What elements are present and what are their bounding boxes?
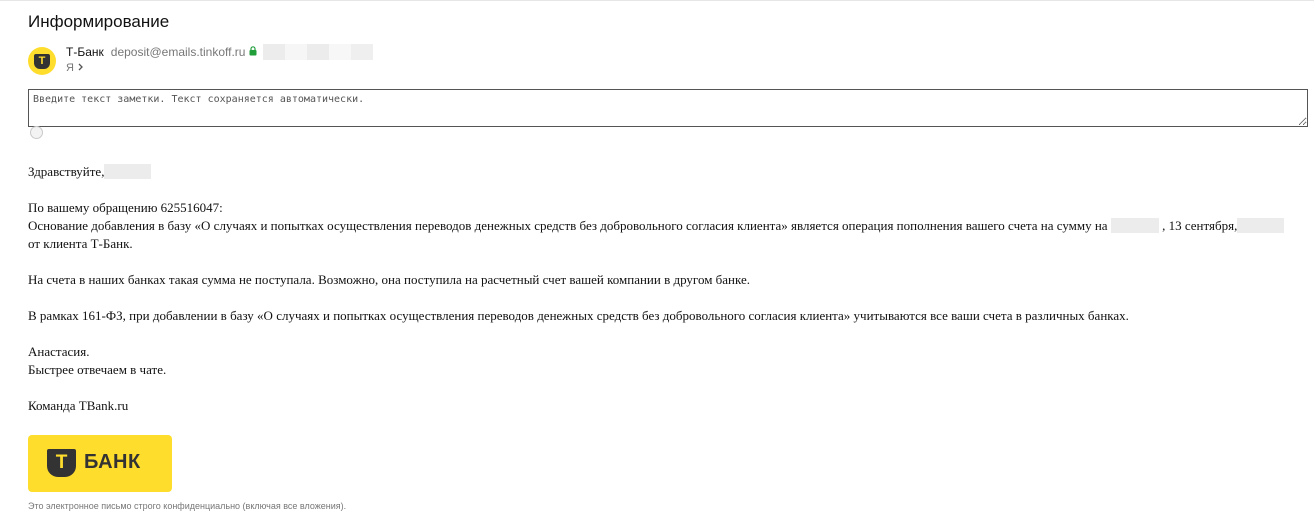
redacted-recipient-address xyxy=(263,44,373,60)
email-subject: Информирование xyxy=(28,12,170,31)
email-body xyxy=(28,163,1298,433)
signoff-name: Анастасия. xyxy=(28,344,90,359)
redacted-time xyxy=(1237,218,1284,233)
paragraph-161fz: В рамках 161-ФЗ, при добавлении в базу «О случаях и попытках осуществления переводов денежных средств без добровольного согласия клиента» учитываются все ваши счета в различных банках. xyxy=(28,308,1129,323)
sender-email[interactable]: deposit@emails.tinkoff.ru xyxy=(110,45,246,59)
confidentiality-footer: Это электронное письмо строго конфиденциально (включая все вложения). xyxy=(28,501,347,511)
basis-text-2: , 13 сентября, xyxy=(1162,218,1238,233)
greeting-text: Здравствуйте, xyxy=(28,164,105,179)
redacted-amount xyxy=(1111,218,1159,233)
greeting-paragraph xyxy=(28,163,1298,181)
lock-icon xyxy=(249,45,257,59)
signoff-chat: Быстрее отвечаем в чате. xyxy=(28,362,167,377)
tbank-logo[interactable] xyxy=(28,435,172,492)
sender-name[interactable]: Т-Банк xyxy=(66,45,104,59)
appeal-paragraph xyxy=(28,199,1298,253)
note-input[interactable] xyxy=(28,89,1308,127)
tbank-shield-icon: Т xyxy=(34,54,50,69)
basis-text-3: от клиента Т-Банк. xyxy=(28,236,133,251)
tbank-logo-shield-icon: Т xyxy=(47,449,76,477)
sender-line xyxy=(66,44,373,60)
redacted-customer-name xyxy=(104,164,151,179)
sender-avatar[interactable] xyxy=(28,47,56,75)
chevron-right-icon xyxy=(77,62,84,74)
recipient-name: Я xyxy=(66,62,74,74)
appeal-line: По вашему обращению 625516047: xyxy=(28,200,223,215)
basis-text-1: Основание добавления в базу «О случаях и попытках осуществления переводов денежных средств без добровольного согласия клиента» является операция пополнения вашего счета на сумму на xyxy=(28,218,1108,233)
signoff-paragraph xyxy=(28,343,1298,379)
tbank-logo-text: БАНК xyxy=(84,451,141,473)
top-divider xyxy=(0,0,1314,1)
recipient-line[interactable] xyxy=(66,62,84,74)
paragraph-not-received: На счета в наших банках такая сумма не поступала. Возможно, она поступила на расчетный счет вашей компании в другом банке. xyxy=(28,272,751,287)
team-signature: Команда TBank.ru xyxy=(28,398,129,413)
note-status-indicator[interactable] xyxy=(30,126,43,139)
